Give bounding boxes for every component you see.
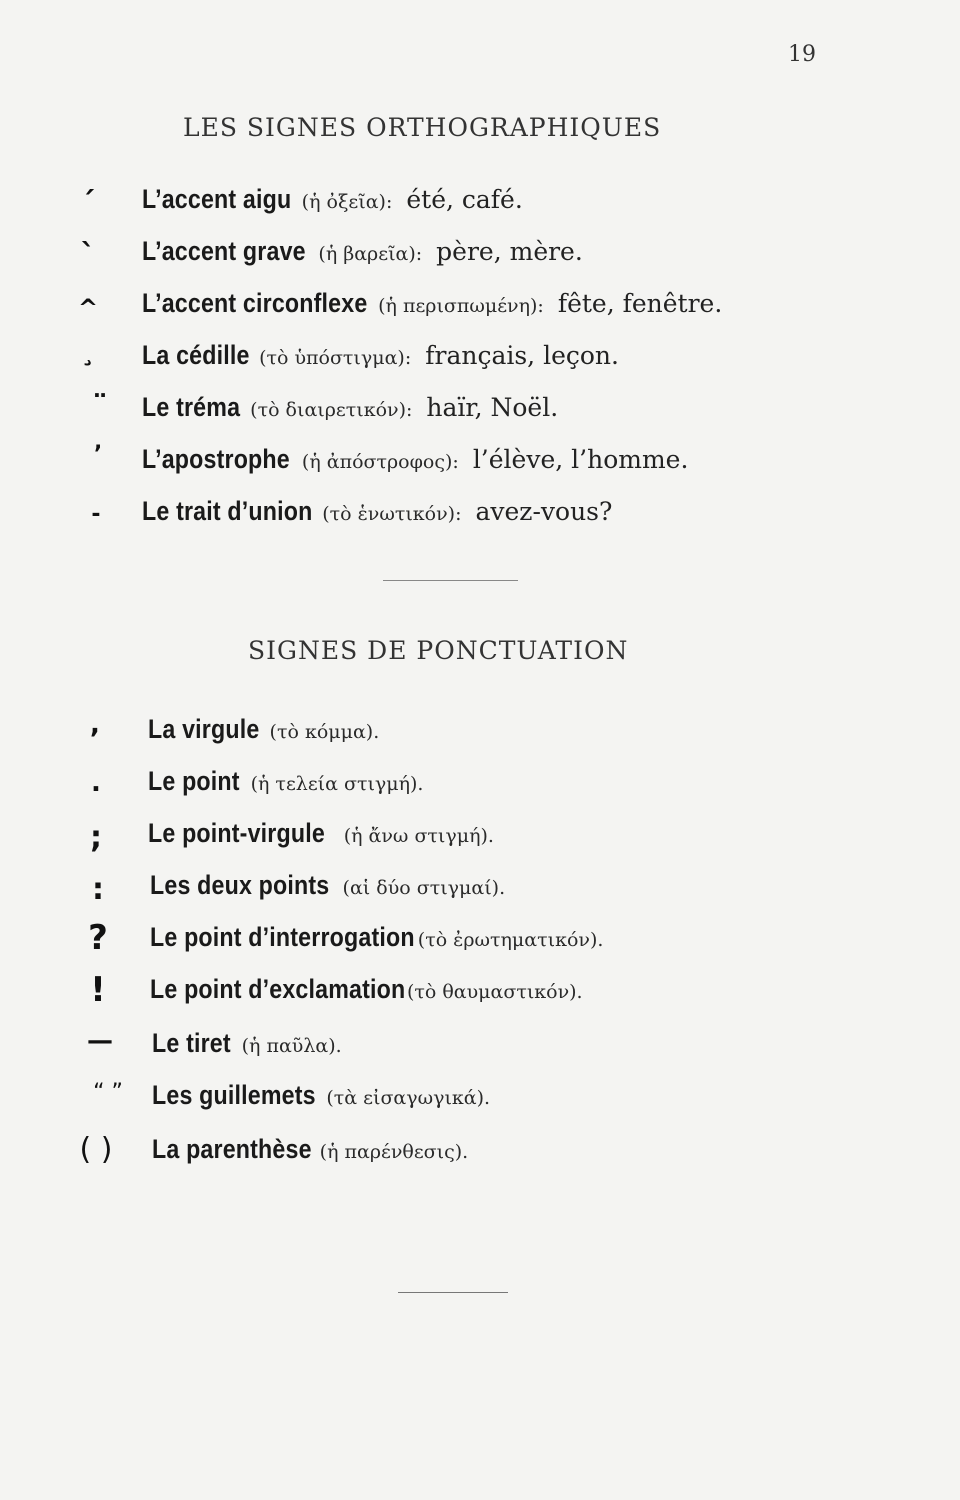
entry-accent-aigu [142,184,523,215]
entry-point-virgule [148,818,494,849]
symbol-quotation-marks: “ ” [93,1080,123,1105]
entry-greek: (αἱ δύο στιγμαί). [342,877,506,899]
entry-virgule [148,714,379,745]
symbol-parentheses: ( ) [79,1132,113,1167]
symbol-semicolon: ; [90,820,102,855]
entry-greek: (τὸ κόμμα). [269,721,380,743]
entry-trait-union [142,496,612,527]
entry-greek: (τὸ θαυμαστικόν). [406,981,583,1003]
entry-example: père, mère. [436,237,583,266]
bottom-divider [398,1292,508,1293]
symbol-apostrophe: ’ [93,442,103,467]
entry-cedille [142,340,619,371]
entry-label: Les guillemets [152,1080,316,1110]
entry-apostrophe [142,444,688,475]
entry-greek: (τὸ ἑνωτικόν): [322,503,462,525]
punctuation-title: SIGNES DE PONCTUATION [248,636,629,665]
entry-label: Le trait d’union [142,496,313,526]
entry-label: Le point [148,766,240,796]
entry-greek: (τὰ εἰσαγωγικά). [326,1087,491,1109]
entry-label: Le point d’interrogation [150,922,415,952]
entry-point [148,766,423,797]
symbol-exclamation: ! [90,970,106,1010]
entry-label: La cédille [142,340,250,370]
symbol-colon: : [92,872,104,907]
entry-label: L’accent grave [142,236,306,266]
symbol-hyphen: - [91,502,101,527]
entry-label: Les deux points [150,870,330,900]
symbol-period: . [91,768,101,798]
symbol-dash: — [87,1026,113,1056]
symbol-trema: ¨ [92,388,108,426]
entry-guillemets [152,1080,490,1111]
entry-label: Le point-virgule [148,818,325,848]
orthographic-title: LES SIGNES ORTHOGRAPHIQUES [183,113,662,142]
entry-greek: (ἡ ὀξεῖα): [301,191,393,213]
entry-greek: (τὸ διαιρετικόν): [250,399,413,421]
section-divider [383,580,518,581]
entry-greek: (ἡ ἄνω στιγμή). [343,825,494,847]
entry-interrogation [150,922,603,953]
symbol-comma: , [90,710,100,740]
entry-example: haïr, Noël. [426,393,559,422]
entry-label: L’accent aigu [142,184,292,214]
entry-greek: (ἡ τελεία στιγμή). [250,773,424,795]
symbol-cedilla: ¸ [81,334,95,367]
entry-greek: (τὸ ἐρωτηματικόν). [417,929,604,951]
entry-greek: (ἡ περισπωμένη): [378,295,544,317]
entry-label: Le point d’exclamation [150,974,406,1004]
entry-greek: (ἡ ἀπόστροφος): [301,451,459,473]
entry-label: Le tréma [142,392,241,422]
entry-greek: (ἡ παῦλα). [241,1035,342,1057]
entry-label: La virgule [148,714,260,744]
entry-example: l’élève, l’homme. [472,445,689,474]
entry-trema [142,392,558,423]
symbol-question-mark: ? [88,918,108,958]
entry-accent-circonflexe [142,288,722,319]
symbol-circumflex: ^ [77,294,99,322]
symbol-grave: ˋ [80,238,96,273]
entry-tiret [152,1028,342,1059]
entry-parenthese [152,1134,468,1165]
entry-example: avez-vous? [475,497,613,526]
entry-label: Le tiret [152,1028,231,1058]
entry-example: été, café. [406,185,523,214]
symbol-acute: ˊ [80,186,96,221]
entry-example: français, leçon. [425,341,619,370]
entry-deux-points [150,870,505,901]
entry-label: L’accent circonflexe [142,288,368,318]
entry-greek: (ἡ βαρεῖα): [318,243,423,265]
entry-accent-grave [142,236,583,267]
entry-greek: (ἡ παρένθεσις). [319,1141,469,1163]
entry-exclamation [150,974,583,1005]
entry-greek: (τὸ ὑπόστιγμα): [259,347,412,369]
entry-label: La parenthèse [152,1134,312,1164]
page-number: 19 [788,42,816,67]
entry-label: L’apostrophe [142,444,290,474]
entry-example: fête, fenêtre. [557,289,723,318]
